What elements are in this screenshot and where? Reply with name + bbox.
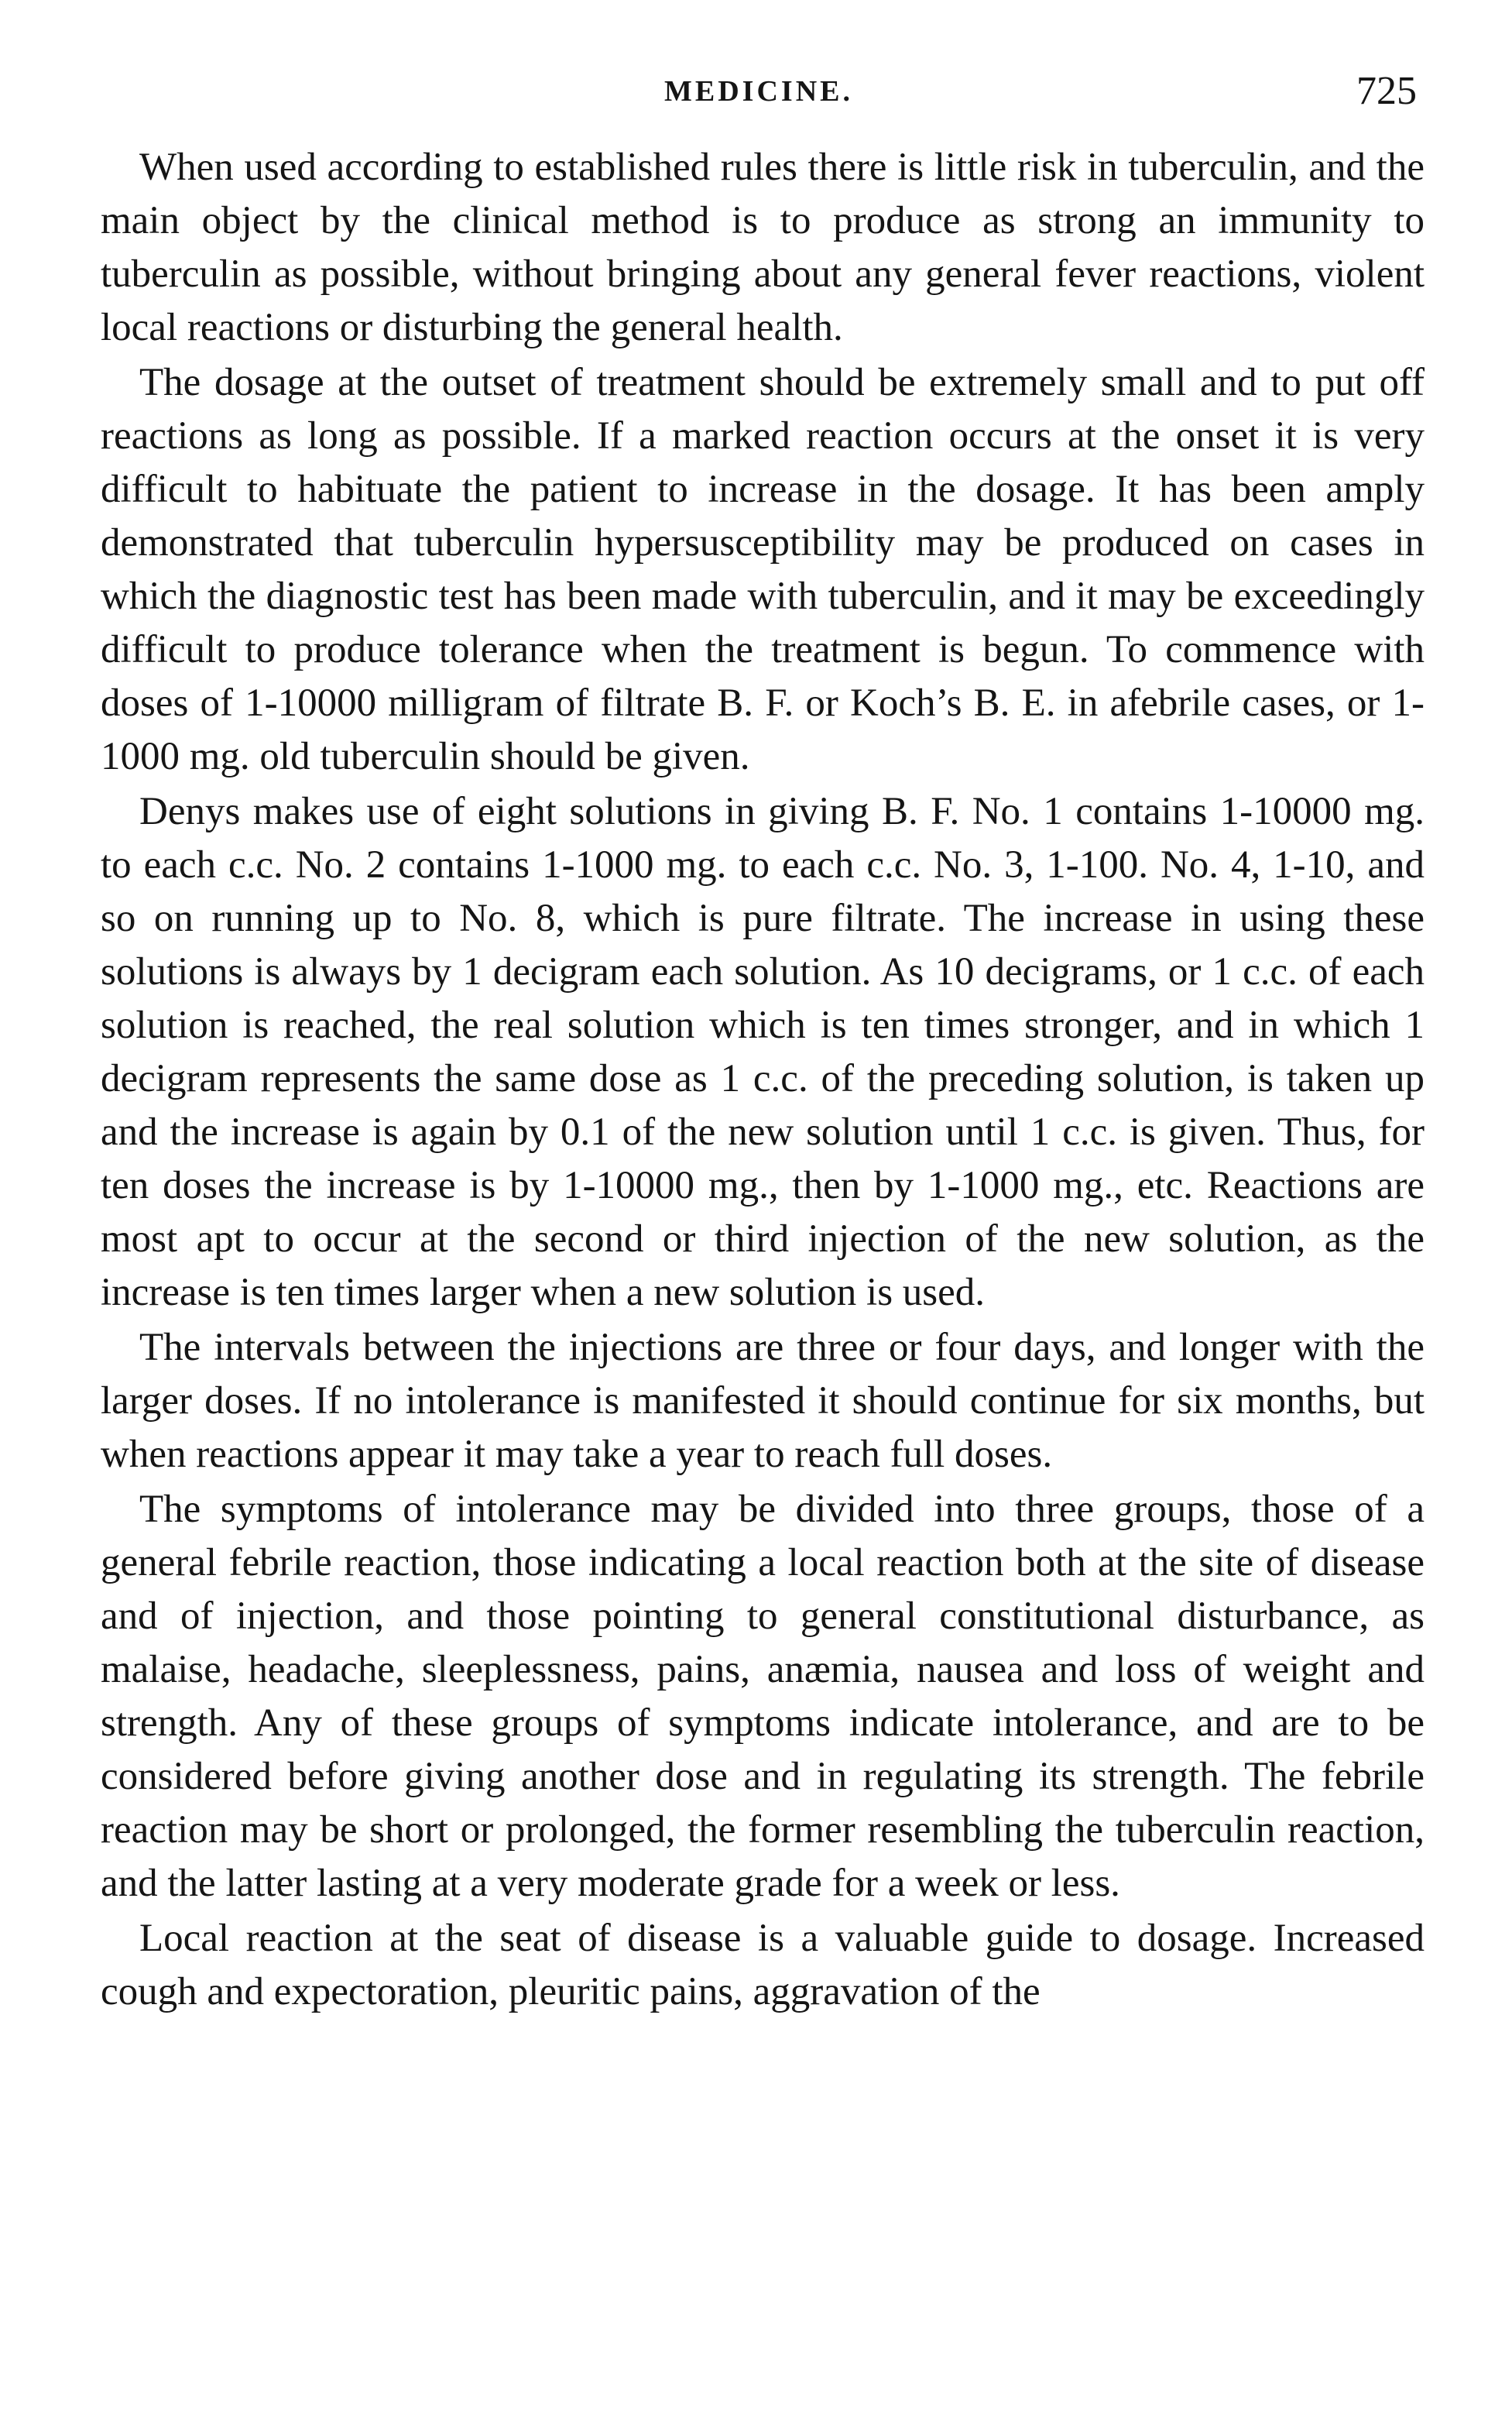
running-title: MEDICINE. [664,75,853,108]
paragraph-intolerance-symptoms: The symptoms of intolerance may be divided into three groups, those of a general febrile reaction, those indicating a local reaction both at the site of disease and of injection, and those pointing to general constitutional disturbance, as malaise, headache, sleeplessness, pains, anæmia, nausea and loss of weight and strength. Any of these groups of symptoms indicate intolerance, and are to be considered before giving another dose and in regulating its strength. The febrile reaction may be short or prolonged, the former resembling the tuberculin reaction, and the latter lasting at a very moderate grade for a week or less. [101,1488,1425,1905]
paragraph-local-reaction: Local reaction at the seat of disease is a valuable guide to dosage. Increased cough and expectoration, pleuritic pains, aggravation of the [101,1917,1425,2013]
paragraph-injection-intervals: The intervals between the injections are three or four days, and longer with the larger doses. If no intolerance is manifested it should continue for six months, but when reactions appear it may take a year to reach full doses. [101,1326,1425,1476]
paragraph-initial-dosage: The dosage at the outset of treatment should be extremely small and to put off reactions as long as possible. If a marked reaction occurs at the onset it is very difficult to habituate the patient to increase in the dosage. It has been amply demonstrated that tuberculin hypersusceptibility may be produced on cases in which the diagnostic test has been made with tuberculin, and it may be exceedingly difficult to produce tolerance when the treatment is begun. To commence with doses of 1-10000 milligram of filtrate B. F. or Koch’s B. E. in afebrile cases, or 1-1000 mg. old tuberculin should be given. [101,361,1425,778]
running-head [101,69,1417,129]
page-number: 725 [1356,69,1417,113]
body-text [101,141,1425,2019]
paragraph-denys-solutions: Denys makes use of eight solutions in giving B. F. No. 1 contains 1-10000 mg. to each c.c. No. 2 contains 1-1000 mg. to each c.c. No. 3, 1-100. No. 4, 1-10, and so on running up to No. 8, which is pure filtrate. The increase in using these solutions is always by 1 decigram each solution. As 10 decigrams, or 1 c.c. of each solution is reached, the real solution which is ten times stronger, and in which 1 decigram represents the same dose as 1 c.c. of the preceding solution, is taken up and the increase is again by 0.1 of the new solution until 1 c.c. is given. Thus, for ten doses the increase is by 1-10000 mg., then by 1-1000 mg., etc. Reactions are most apt to occur at the second or third injection of the new solution, as the increase is ten times larger when a new solution is used. [101,790,1425,1314]
paragraph-dosage-rules: When used according to established rules there is little risk in tuberculin, and the main object by the clinical method is to produce as strong an immunity to tuberculin as possible, without bringing about any general fever reactions, violent local reactions or disturbing the general health. [101,146,1425,349]
